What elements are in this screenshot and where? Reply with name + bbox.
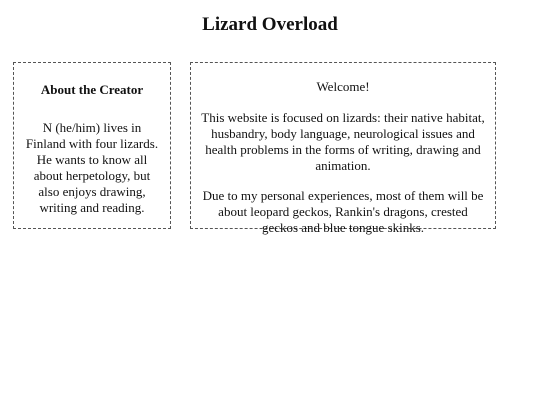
- site-title: Lizard Overload: [202, 14, 338, 35]
- about-creator-text: N (he/him) lives in Finland with four lizards. He wants to know all about herpetology, but also enjoys drawing, writing and reading.: [25, 120, 159, 215]
- about-creator-heading: About the Creator: [40, 82, 144, 97]
- welcome-paragraph-experience: Due to my personal experiences, most of them will be about leopard geckos, Rankin's dragons, crested geckos and blue tongue skinks.: [202, 188, 484, 235]
- about-creator-box: [13, 62, 171, 229]
- welcome-heading: Welcome!: [316, 79, 370, 94]
- welcome-box: [190, 62, 496, 235]
- welcome-paragraph-intro: This website is focused on lizards: their native habitat, husbandry, body language, neurological issues and health problems in the forms of writing, drawing and animation.: [201, 110, 485, 173]
